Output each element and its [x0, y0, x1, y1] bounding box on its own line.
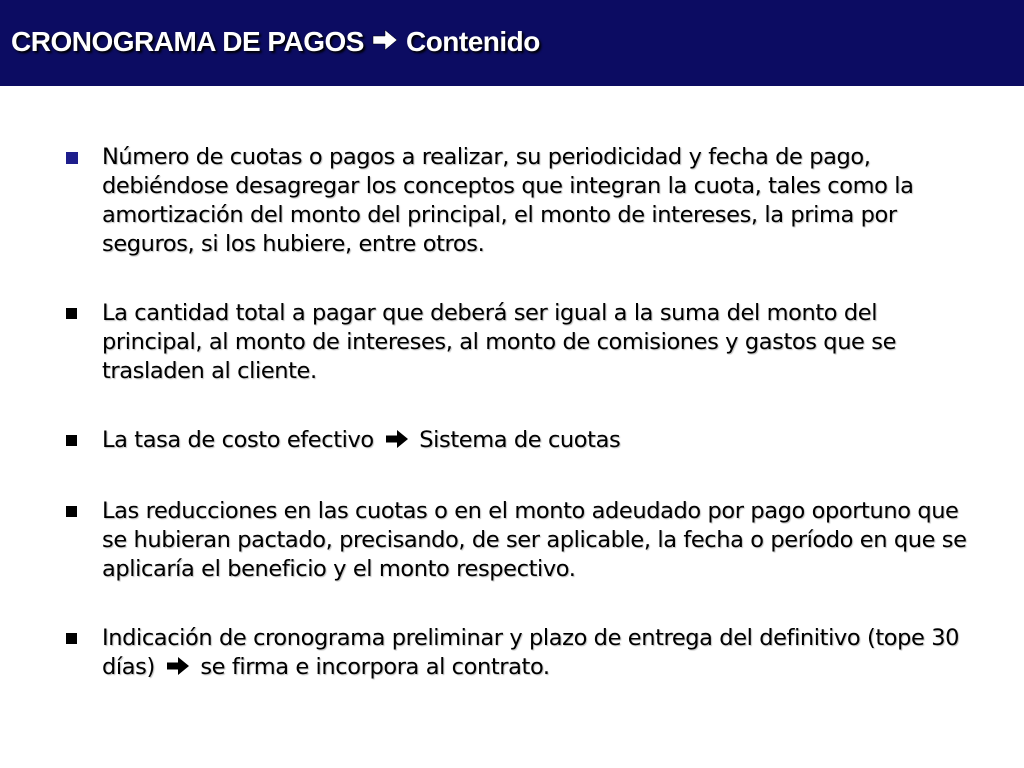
right-arrow-icon [166, 655, 190, 684]
right-arrow-icon [385, 428, 409, 457]
list-item [62, 143, 982, 259]
title-bar [0, 0, 1024, 86]
list-item [62, 299, 982, 386]
list-item [62, 624, 982, 684]
bullet-square-icon [62, 143, 102, 172]
bullet-square-icon [62, 624, 102, 653]
title-sub: Contenido [405, 26, 540, 57]
bullet-list [62, 143, 982, 724]
bullet-text-after: Sistema de cuotas [419, 427, 621, 453]
title-main: CRONOGRAMA DE PAGOS [11, 26, 364, 57]
right-arrow-icon [372, 26, 398, 58]
bullet-square-icon [62, 497, 102, 526]
bullet-text-before: Indicación de cronograma preliminar y plazo de entrega del definitivo (tope 30 días) [102, 625, 960, 680]
list-item [62, 497, 982, 584]
bullet-text-before: La tasa de costo efectivo [102, 427, 374, 453]
bullet-square-icon [62, 299, 102, 328]
bullet-text: La cantidad total a pagar que deberá ser igual a la suma del monto del principal, al monto de intereses, al monto de comisiones y gastos que se trasladen al cliente. [102, 300, 897, 384]
bullet-text: Número de cuotas o pagos a realizar, su periodicidad y fecha de pago, debiéndose desagregar los conceptos que integran la cuota, tales como la amortización del monto del principal, el monto de intereses, la prima por seguros, si los hubiere, entre otros. [102, 144, 914, 257]
bullet-text [102, 426, 982, 457]
bullet-text: Las reducciones en las cuotas o en el monto adeudado por pago oportuno que se hubieran pactado, precisando, de ser aplicable, la fecha o período en que se aplicaría el beneficio y el monto respectivo. [102, 498, 967, 582]
bullet-text [102, 624, 982, 684]
bullet-square-icon [62, 426, 102, 455]
bullet-text-after: se firma e incorpora al contrato. [200, 654, 550, 680]
list-item [62, 426, 982, 457]
slide-title [11, 26, 540, 58]
